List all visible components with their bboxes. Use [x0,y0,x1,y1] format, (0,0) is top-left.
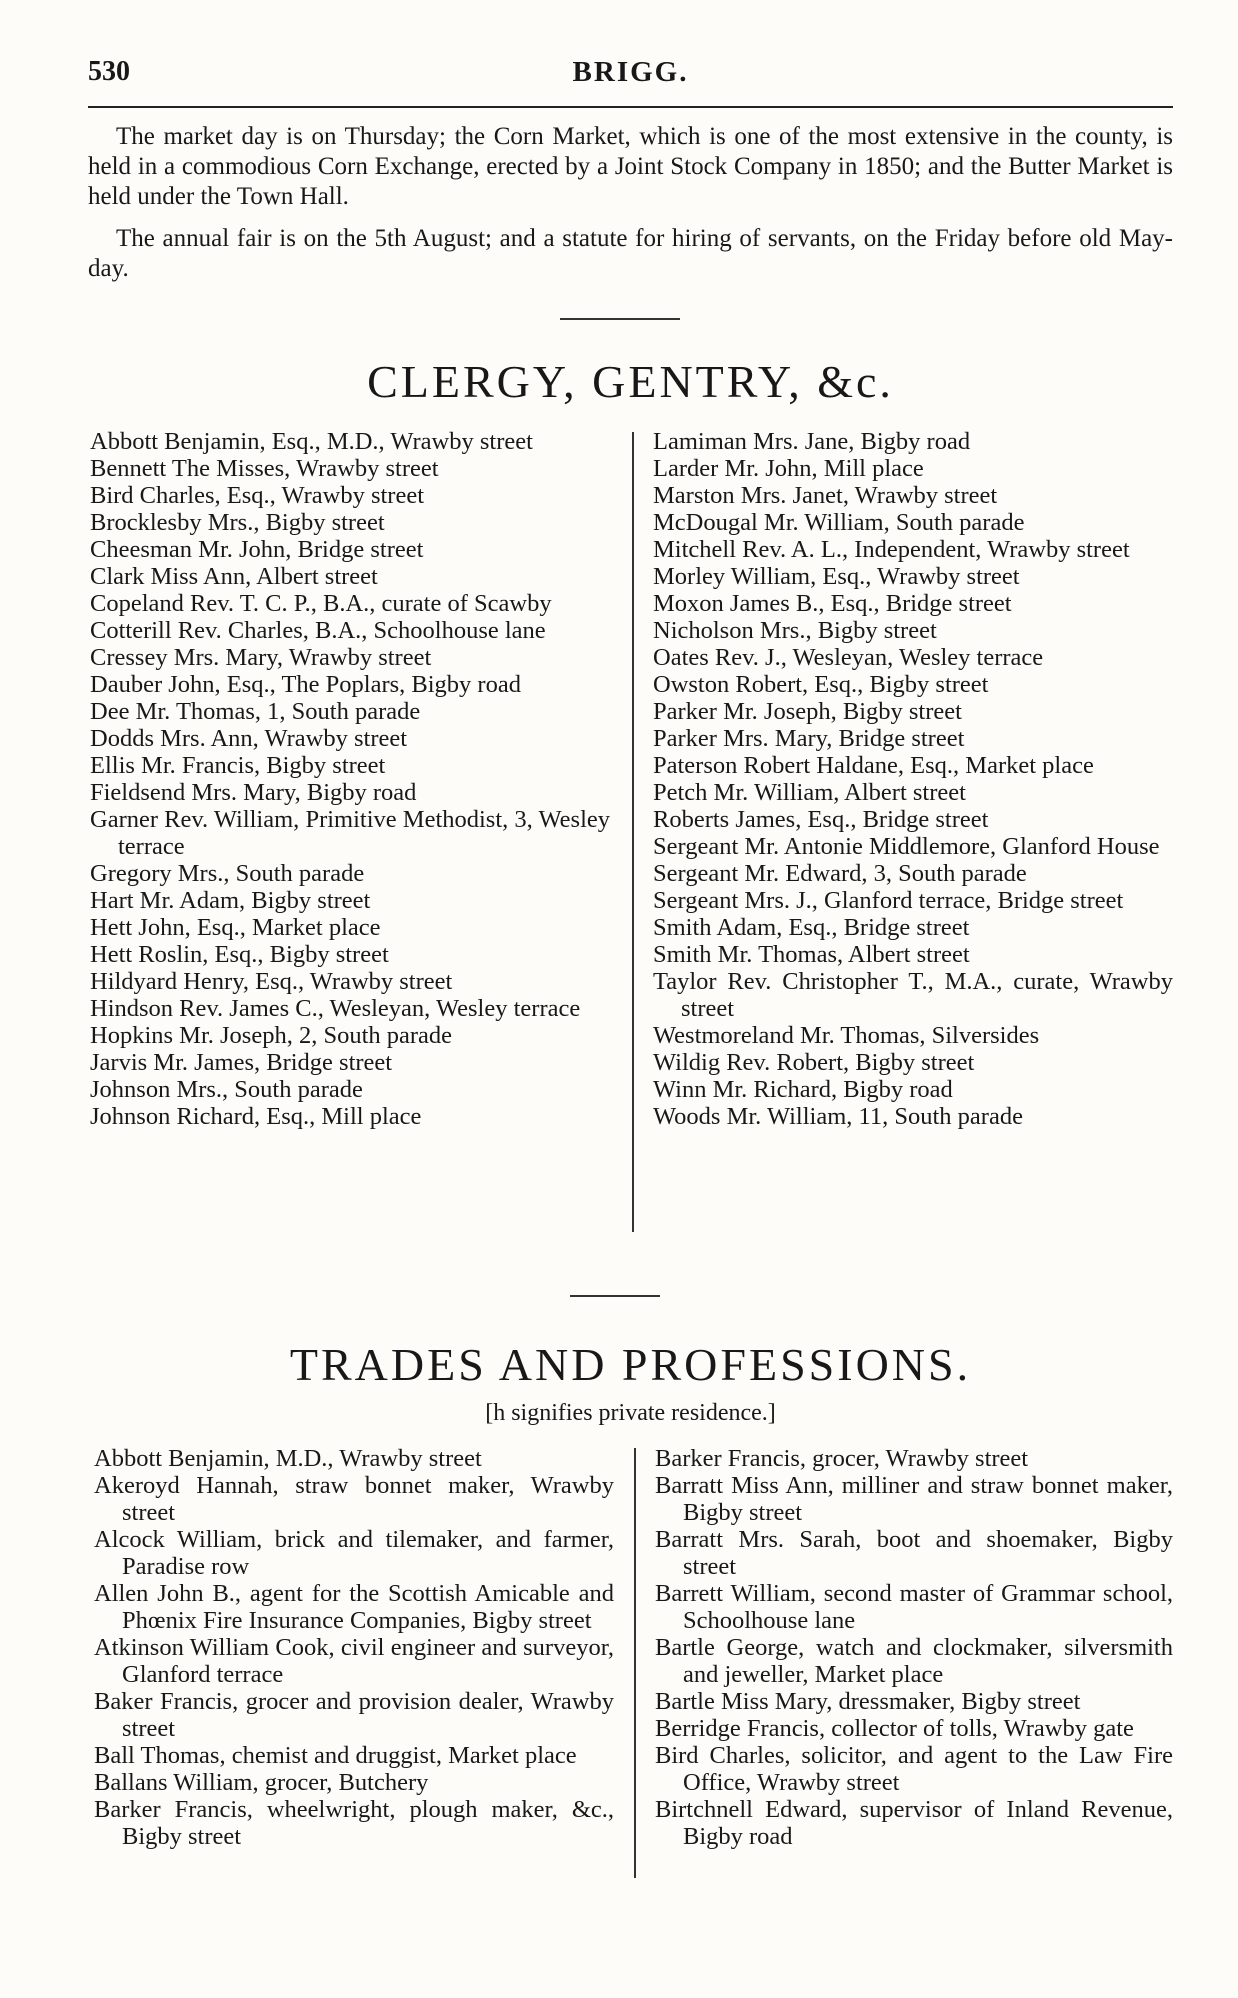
directory-entry: Sergeant Mr. Edward, 3, South parade [653,860,1027,887]
directory-entry: Akeroyd Hannah, straw bonnet maker, Wrawby street [94,1472,614,1526]
directory-entry: Dauber John, Esq., The Poplars, Bigby road [90,671,521,698]
directory-entry: Baker Francis, grocer and provision dealer, Wrawby street [94,1688,614,1742]
directory-entry: Alcock William, brick and tilemaker, and farmer, Paradise row [94,1526,614,1580]
directory-entry: Barker Francis, grocer, Wrawby street [655,1445,1029,1472]
directory-entry: Roberts James, Esq., Bridge street [653,806,989,833]
clergy-section-title: CLERGY, GENTRY, &c. [367,356,894,407]
column-divider [634,1448,636,1878]
directory-entry: Copeland Rev. T. C. P., B.A., curate of Scawby [90,590,552,617]
directory-entry: Moxon James B., Esq., Bridge street [653,590,1012,617]
trades-section-title: TRADES AND PROFESSIONS. [289,1339,972,1390]
directory-entry: Smith Adam, Esq., Bridge street [653,914,970,941]
intro-paragraph: The market day is on Thursday; the Corn Market, which is one of the most extensive in the county, is held in a commodious Corn Exchange, erected by a Joint Stock Company in 1850; and the Butter Market is held under the Town Hall. [88,123,1173,210]
directory-entry: Woods Mr. William, 11, South parade [653,1103,1023,1130]
directory-entry: Larder Mr. John, Mill place [653,455,924,482]
directory-entry: Fieldsend Mrs. Mary, Bigby road [90,779,417,806]
directory-entry: Owston Robert, Esq., Bigby street [653,671,989,698]
directory-entry: Parker Mr. Joseph, Bigby street [653,698,962,725]
directory-entry: Sergeant Mrs. J., Glanford terrace, Bridge street [653,887,1124,914]
directory-entry: Barratt Mrs. Sarah, boot and shoemaker, Bigby street [655,1526,1173,1580]
directory-entry: Bartle George, watch and clockmaker, silversmith and jeweller, Market place [655,1634,1173,1688]
directory-entry: Lamiman Mrs. Jane, Bigby road [653,428,971,455]
directory-entry: Dodds Mrs. Ann, Wrawby street [90,725,408,752]
directory-entry: McDougal Mr. William, South parade [653,509,1025,536]
trades-left-column [94,1445,614,1850]
directory-entry: Smith Mr. Thomas, Albert street [653,941,970,968]
directory-entry: Abbott Benjamin, Esq., M.D., Wrawby street [90,428,533,455]
directory-entry: Cressey Mrs. Mary, Wrawby street [90,644,432,671]
directory-entry: Hett John, Esq., Market place [90,914,381,941]
directory-entry: Bird Charles, solicitor, and agent to the Law Fire Office, Wrawby street [655,1742,1173,1796]
directory-entry: Abbott Benjamin, M.D., Wrawby street [94,1445,482,1472]
directory-entry: Hildyard Henry, Esq., Wrawby street [90,968,453,995]
directory-entry: Brocklesby Mrs., Bigby street [90,509,385,536]
directory-entry: Petch Mr. William, Albert street [653,779,966,806]
directory-entry: Cheesman Mr. John, Bridge street [90,536,424,563]
directory-entry: Parker Mrs. Mary, Bridge street [653,725,965,752]
directory-entry: Bird Charles, Esq., Wrawby street [90,482,425,509]
clergy-right-column [653,428,1173,1130]
directory-entry: Morley William, Esq., Wrawby street [653,563,1020,590]
directory-entry: Winn Mr. Richard, Bigby road [653,1076,953,1103]
column-divider [632,432,634,1232]
running-title: BRIGG. [572,56,689,88]
trades-section-note: [h signifies private residence.] [485,1400,776,1426]
intro-paragraph: The annual fair is on the 5th August; and a statute for hiring of servants, on the Friday before old May-day. [88,225,1173,282]
directory-entry: Marston Mrs. Janet, Wrawby street [653,482,998,509]
section-divider [560,318,680,320]
directory-entry: Johnson Richard, Esq., Mill place [90,1103,422,1130]
directory-entry: Westmoreland Mr. Thomas, Silversides [653,1022,1040,1049]
directory-entry: Hart Mr. Adam, Bigby street [90,887,371,914]
section-divider [570,1295,660,1297]
directory-entry: Oates Rev. J., Wesleyan, Wesley terrace [653,644,1044,671]
directory-entry: Gregory Mrs., South parade [90,860,365,887]
directory-entry: Johnson Mrs., South parade [90,1076,363,1103]
directory-entry: Mitchell Rev. A. L., Independent, Wrawby street [653,536,1130,563]
directory-entry: Jarvis Mr. James, Bridge street [90,1049,393,1076]
intro-text [88,122,1173,296]
directory-entry: Hopkins Mr. Joseph, 2, South parade [90,1022,453,1049]
directory-entry: Wildig Rev. Robert, Bigby street [653,1049,975,1076]
directory-entry: Ball Thomas, chemist and druggist, Market place [94,1742,577,1769]
directory-entry: Hindson Rev. James C., Wesleyan, Wesley terrace [90,995,581,1022]
directory-entry: Nicholson Mrs., Bigby street [653,617,937,644]
directory-entry: Paterson Robert Haldane, Esq., Market place [653,752,1094,779]
clergy-left-column [90,428,610,1130]
directory-entry: Taylor Rev. Christopher T., M.A., curate, Wrawby street [653,968,1173,1022]
directory-entry: Barrett William, second master of Grammar school, Schoolhouse lane [655,1580,1173,1634]
directory-entry: Ellis Mr. Francis, Bigby street [90,752,386,779]
directory-entry: Cotterill Rev. Charles, B.A., Schoolhouse lane [90,617,546,644]
trades-right-column [655,1445,1173,1850]
directory-entry: Berridge Francis, collector of tolls, Wrawby gate [655,1715,1134,1742]
page-header [88,56,1173,108]
directory-entry: Sergeant Mr. Antonie Middlemore, Glanford House [653,833,1160,860]
directory-entry: Bennett The Misses, Wrawby street [90,455,439,482]
directory-entry: Dee Mr. Thomas, 1, South parade [90,698,421,725]
directory-entry: Clark Miss Ann, Albert street [90,563,378,590]
page-number: 530 [88,56,130,87]
directory-entry: Atkinson William Cook, civil engineer and surveyor, Glanford terrace [94,1634,614,1688]
directory-entry: Ballans William, grocer, Butchery [94,1769,429,1796]
directory-entry: Allen John B., agent for the Scottish Amicable and Phœnix Fire Insurance Companies, Bigby street [94,1580,614,1634]
directory-entry: Garner Rev. William, Primitive Methodist, 3, Wesley terrace [90,806,610,860]
directory-entry: Bartle Miss Mary, dressmaker, Bigby street [655,1688,1081,1715]
directory-entry: Barratt Miss Ann, milliner and straw bonnet maker, Bigby street [655,1472,1173,1526]
directory-entry: Hett Roslin, Esq., Bigby street [90,941,389,968]
directory-entry: Barker Francis, wheelwright, plough maker, &c., Bigby street [94,1796,614,1850]
directory-entry: Birtchnell Edward, supervisor of Inland Revenue, Bigby road [655,1796,1173,1850]
